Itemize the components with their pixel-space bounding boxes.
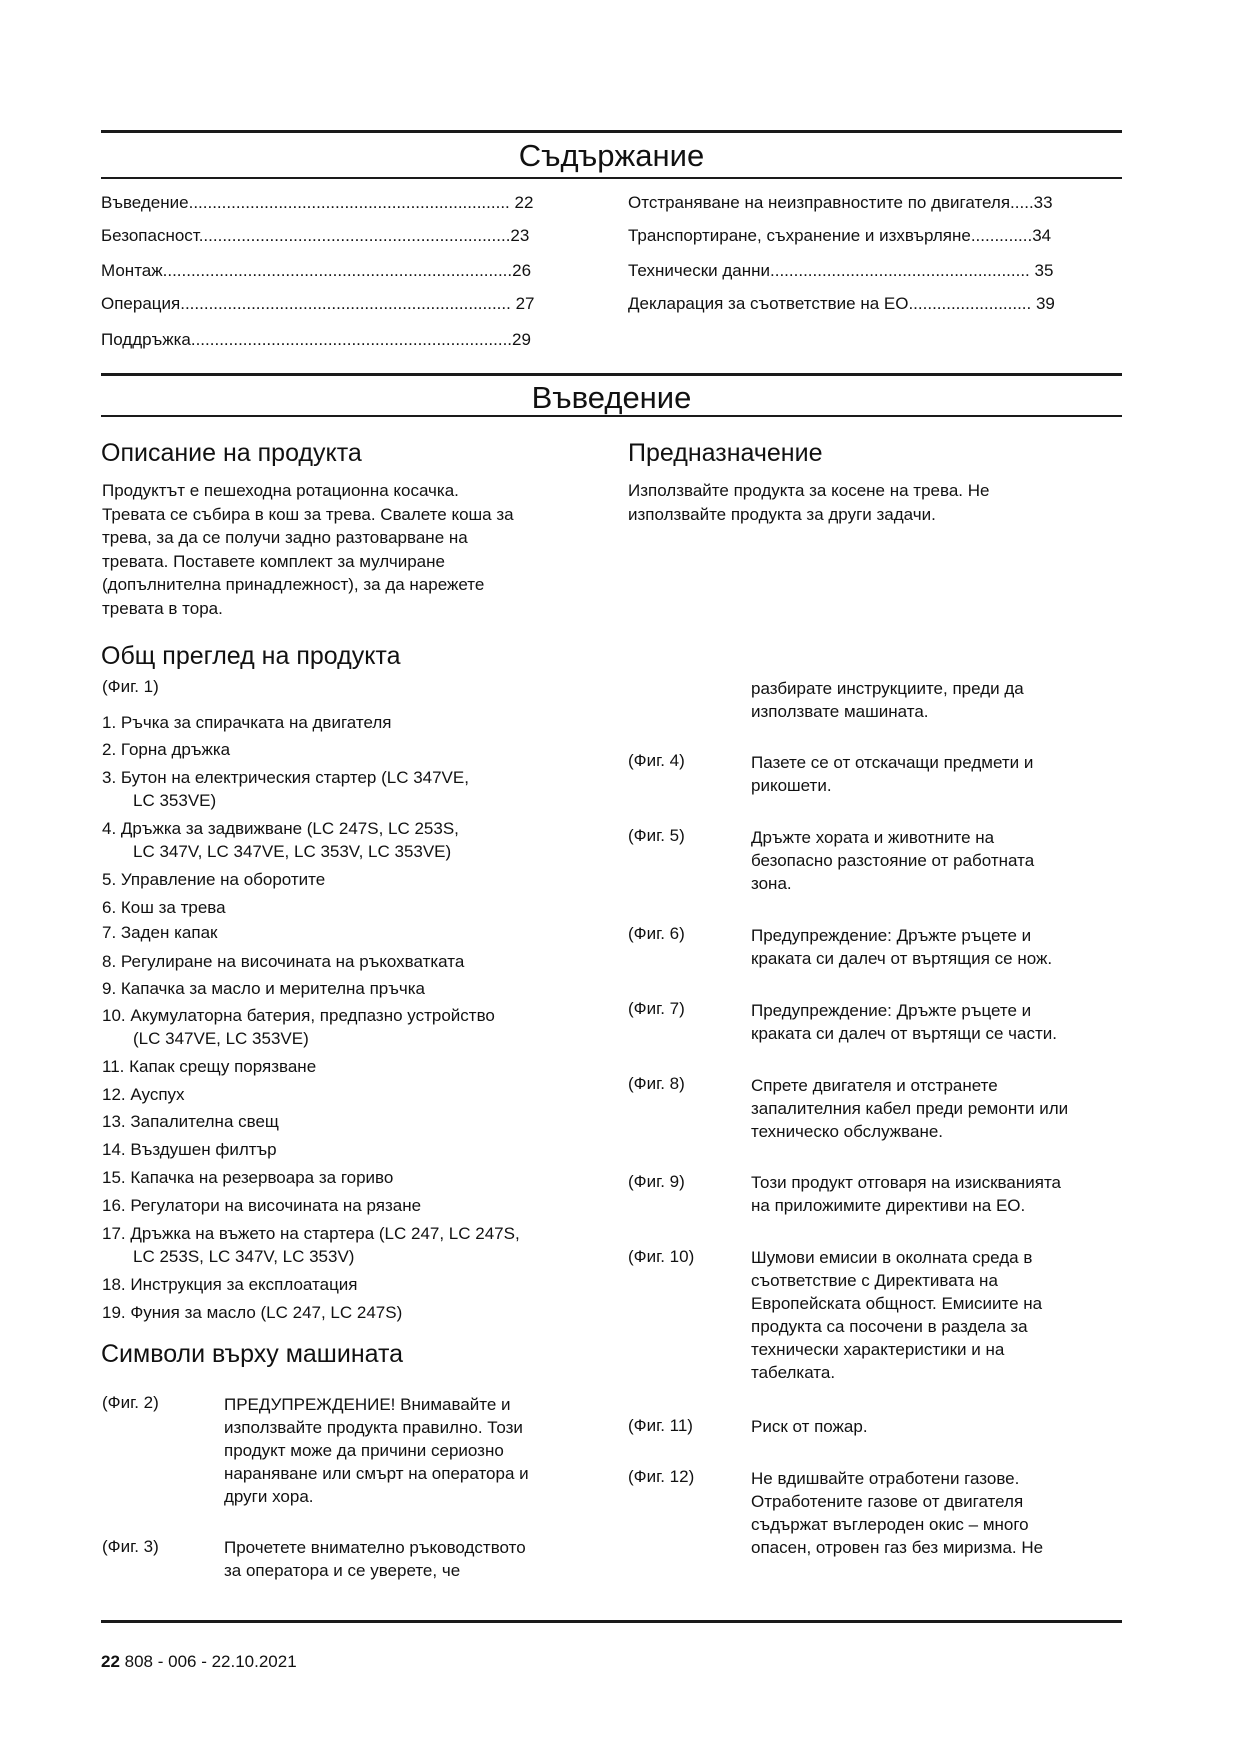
text-line: Този продукт отговаря на изискванията: [751, 1173, 1061, 1192]
intro-bottom-rule: [101, 415, 1122, 417]
text-line: Дръжте хората и животните на: [751, 828, 995, 847]
list-item-continuation: LC 353VE): [133, 791, 217, 810]
symbol-fig-ref: (Фиг. 6): [628, 924, 685, 943]
symbol-fig-ref: (Фиг. 9): [628, 1172, 685, 1191]
list-item-text: 18. Инструкция за експлоатация: [102, 1275, 358, 1294]
text-line: тревата. Поставете комплект за мулчиране: [102, 551, 445, 571]
intro-top-rule: [101, 373, 1122, 376]
list-item: [102, 817, 592, 863]
toc-entry-technical-data[interactable]: Технически данни....................................................... 35: [628, 261, 1054, 280]
text-line: Риск от пожар.: [751, 1417, 868, 1436]
text-line: Тревата се събира в кош за трева. Свалете коша за: [102, 504, 514, 524]
toc-entry-safety[interactable]: Безопасност..................................................................23: [101, 226, 530, 245]
toc-top-rule: [101, 130, 1122, 133]
footer-rule: [101, 1620, 1122, 1623]
text-line: трева, за да се получи задно разтоварване на: [102, 528, 468, 547]
overview-fig-ref: (Фиг. 1): [102, 677, 159, 696]
symbol-fig-ref: (Фиг. 8): [628, 1074, 685, 1093]
text-line: Предупреждение: Дръжте ръцете и: [751, 926, 1032, 945]
text-line: рикошети.: [751, 776, 832, 795]
symbol-description: [751, 751, 1122, 797]
text-line: техническо обслужване.: [751, 1122, 944, 1141]
list-item-text: 1. Ръчка за спирачката на двигателя: [102, 713, 392, 732]
list-item-text: 14. Въздушен филтър: [102, 1140, 277, 1159]
symbol-description: [751, 1467, 1122, 1559]
text-line: съдържат въглероден окис – много: [751, 1515, 1029, 1534]
text-line: използвайте продукта правилно. Този: [224, 1418, 523, 1437]
intro-title: Въведение: [531, 380, 692, 415]
symbol-fig-ref: (Фиг. 2): [102, 1393, 159, 1412]
symbol-fig-ref: (Фиг. 10): [628, 1247, 695, 1266]
list-item: [102, 1166, 592, 1189]
text-line: Използвайте продукта за косене на трева. Не: [628, 481, 990, 500]
text-line: Продуктът е пешеходна ротационна косачка.: [102, 481, 459, 500]
text-line: технически характеристики и на: [751, 1340, 1005, 1359]
text-line: краката си далеч от въртящия се нож.: [751, 949, 1053, 968]
list-item: [102, 1083, 592, 1106]
text-line: продукт може да причини сериозно: [224, 1441, 504, 1460]
toc-bottom-rule: [101, 177, 1122, 179]
text-line: тревата в тора.: [102, 598, 223, 618]
symbol-description: [751, 1246, 1122, 1384]
list-item: [102, 868, 592, 891]
list-item-text: 9. Капачка за масло и мерителна пръчка: [102, 979, 425, 998]
text-line: (допълнителна принадлежност), за да нарежете: [102, 575, 485, 594]
list-item: [102, 950, 592, 973]
purpose-text: [628, 479, 1122, 526]
list-item: [102, 1301, 592, 1324]
list-item-text: 2. Горна дръжка: [102, 740, 231, 759]
text-line: Пазете се от отскачащи предмети и: [751, 753, 1034, 772]
text-line: на приложимите директиви на ЕО.: [751, 1196, 1026, 1215]
symbol-description: [751, 1171, 1122, 1217]
product-description-text: [102, 479, 602, 620]
toc-title: Съдържание: [518, 138, 705, 173]
page-number: 22: [101, 1652, 120, 1671]
symbol-description: [751, 1415, 1122, 1438]
list-item-text: 15. Капачка на резервоара за гориво: [102, 1168, 394, 1187]
list-item: [102, 896, 592, 919]
list-item-text: 6. Кош за трева: [102, 898, 226, 917]
text-line: безопасно разстояние от работната: [751, 851, 1035, 870]
list-item-text: 16. Регулатори на височината на рязане: [102, 1196, 422, 1215]
list-item: [102, 1110, 592, 1133]
text-line: Прочетете внимателно ръководството: [224, 1538, 526, 1557]
text-line: краката си далеч от въртящи се части.: [751, 1024, 1057, 1043]
list-item: [102, 738, 592, 761]
list-item-text: 8. Регулиране на височината на ръкохватката: [102, 952, 465, 971]
product-description-heading: Описание на продукта: [101, 439, 362, 467]
list-item-text: 5. Управление на оборотите: [102, 870, 326, 889]
symbol-description: [224, 1536, 604, 1582]
list-item-text: 19. Фуния за масло (LC 247, LC 247S): [102, 1303, 403, 1322]
page-footer: [101, 1652, 297, 1672]
text-line: Не вдишвайте отработени газове.: [751, 1469, 1020, 1488]
symbol-fig-ref: (Фиг. 3): [102, 1537, 159, 1556]
list-item-text: 4. Дръжка за задвижване (LC 247S, LC 253S,: [102, 819, 459, 838]
list-item: [102, 711, 592, 734]
text-line: за оператора и се уверете, че: [224, 1561, 461, 1580]
purpose-heading: Предназначение: [628, 439, 823, 467]
symbol-fig-ref: (Фиг. 12): [628, 1467, 695, 1486]
text-line: използвайте продукта за други задачи.: [628, 504, 936, 524]
product-overview-heading: Общ преглед на продукта: [101, 642, 401, 670]
toc-entry-declaration[interactable]: Декларация за съответствие на ЕО.......................... 39: [628, 294, 1055, 313]
toc-entry-intro[interactable]: Въведение.................................................................... 22: [101, 193, 534, 212]
list-item-text: 11. Капак срещу порязване: [102, 1057, 317, 1076]
text-line: запалителния кабел преди ремонти или: [751, 1099, 1069, 1118]
text-line: опасен, отровен газ без миризма. Не: [751, 1538, 1044, 1557]
list-item: [102, 1194, 592, 1217]
doc-reference: 808 - 006 - 22.10.2021: [119, 1652, 297, 1671]
list-item-continuation: (LC 347VE, LC 353VE): [133, 1029, 309, 1048]
toc-entry-transport[interactable]: Транспортиране, съхранение и изхвърляне.............34: [628, 226, 1052, 245]
symbol-fig-ref: (Фиг. 5): [628, 826, 685, 845]
text-line: други хора.: [224, 1487, 314, 1506]
toc-entry-maintenance[interactable]: Поддръжка....................................................................29: [101, 330, 531, 349]
text-line: разбирате инструкциите, преди да: [751, 679, 1024, 698]
symbol-description: [751, 999, 1122, 1045]
symbol-description: [751, 826, 1122, 895]
toc-entry-assembly[interactable]: Монтаж..........................................................................26: [101, 261, 532, 280]
symbol-description: [751, 1074, 1122, 1143]
text-line: съответствие с Директивата на: [751, 1271, 998, 1290]
list-item: [102, 1138, 592, 1161]
toc-entry-troubleshooting[interactable]: Отстраняване на неизправностите по двигателя.....33: [628, 193, 1053, 212]
text-line: Отработените газове от двигателя: [751, 1492, 1024, 1511]
list-item-continuation: LC 347V, LC 347VE, LC 353V, LC 353VE): [133, 842, 452, 861]
list-item: [102, 766, 592, 812]
list-item-text: 3. Бутон на електрическия стартер (LC 347VE,: [102, 768, 469, 787]
text-line: табелката.: [751, 1363, 836, 1382]
symbol-description: [224, 1393, 604, 1508]
text-line: Европейската общност. Емисиите на: [751, 1294, 1043, 1313]
text-line: Спрете двигателя и отстранете: [751, 1076, 998, 1095]
list-item: [102, 921, 592, 944]
list-item-text: 12. Ауспух: [102, 1085, 185, 1104]
text-line: нараняване или смърт на оператора и: [224, 1464, 529, 1483]
list-item-text: 17. Дръжка на въжето на стартера (LC 247, LC 247S,: [102, 1224, 520, 1243]
symbol-fig-ref: (Фиг. 7): [628, 999, 685, 1018]
symbols-heading: Символи върху машината: [101, 1340, 404, 1368]
symbol-description: [751, 924, 1122, 970]
list-item: [102, 1222, 592, 1268]
list-item: [102, 1055, 592, 1078]
text-line: зона.: [751, 874, 792, 893]
toc-entry-operation[interactable]: Операция...................................................................... 27: [101, 294, 535, 313]
symbol-description-continuation: [751, 677, 1122, 723]
list-item-text: 10. Акумулаторна батерия, предпазно устройство: [102, 1006, 495, 1025]
list-item-continuation: LC 253S, LC 347V, LC 353V): [133, 1247, 355, 1266]
symbol-fig-ref: (Фиг. 4): [628, 751, 685, 770]
text-line: Предупреждение: Дръжте ръцете и: [751, 1001, 1032, 1020]
list-item-text: 7. Заден капак: [102, 923, 218, 942]
text-line: Шумови емисии в околната среда в: [751, 1248, 1033, 1267]
text-line: използвате машината.: [751, 702, 929, 721]
symbol-fig-ref: (Фиг. 11): [628, 1416, 693, 1435]
text-line: продукта са посочени в раздела за: [751, 1317, 1028, 1336]
list-item: [102, 977, 592, 1000]
text-line: ПРЕДУПРЕЖДЕНИЕ! Внимавайте и: [224, 1395, 511, 1414]
list-item-text: 13. Запалителна свещ: [102, 1112, 279, 1131]
list-item: [102, 1004, 592, 1050]
list-item: [102, 1273, 592, 1296]
